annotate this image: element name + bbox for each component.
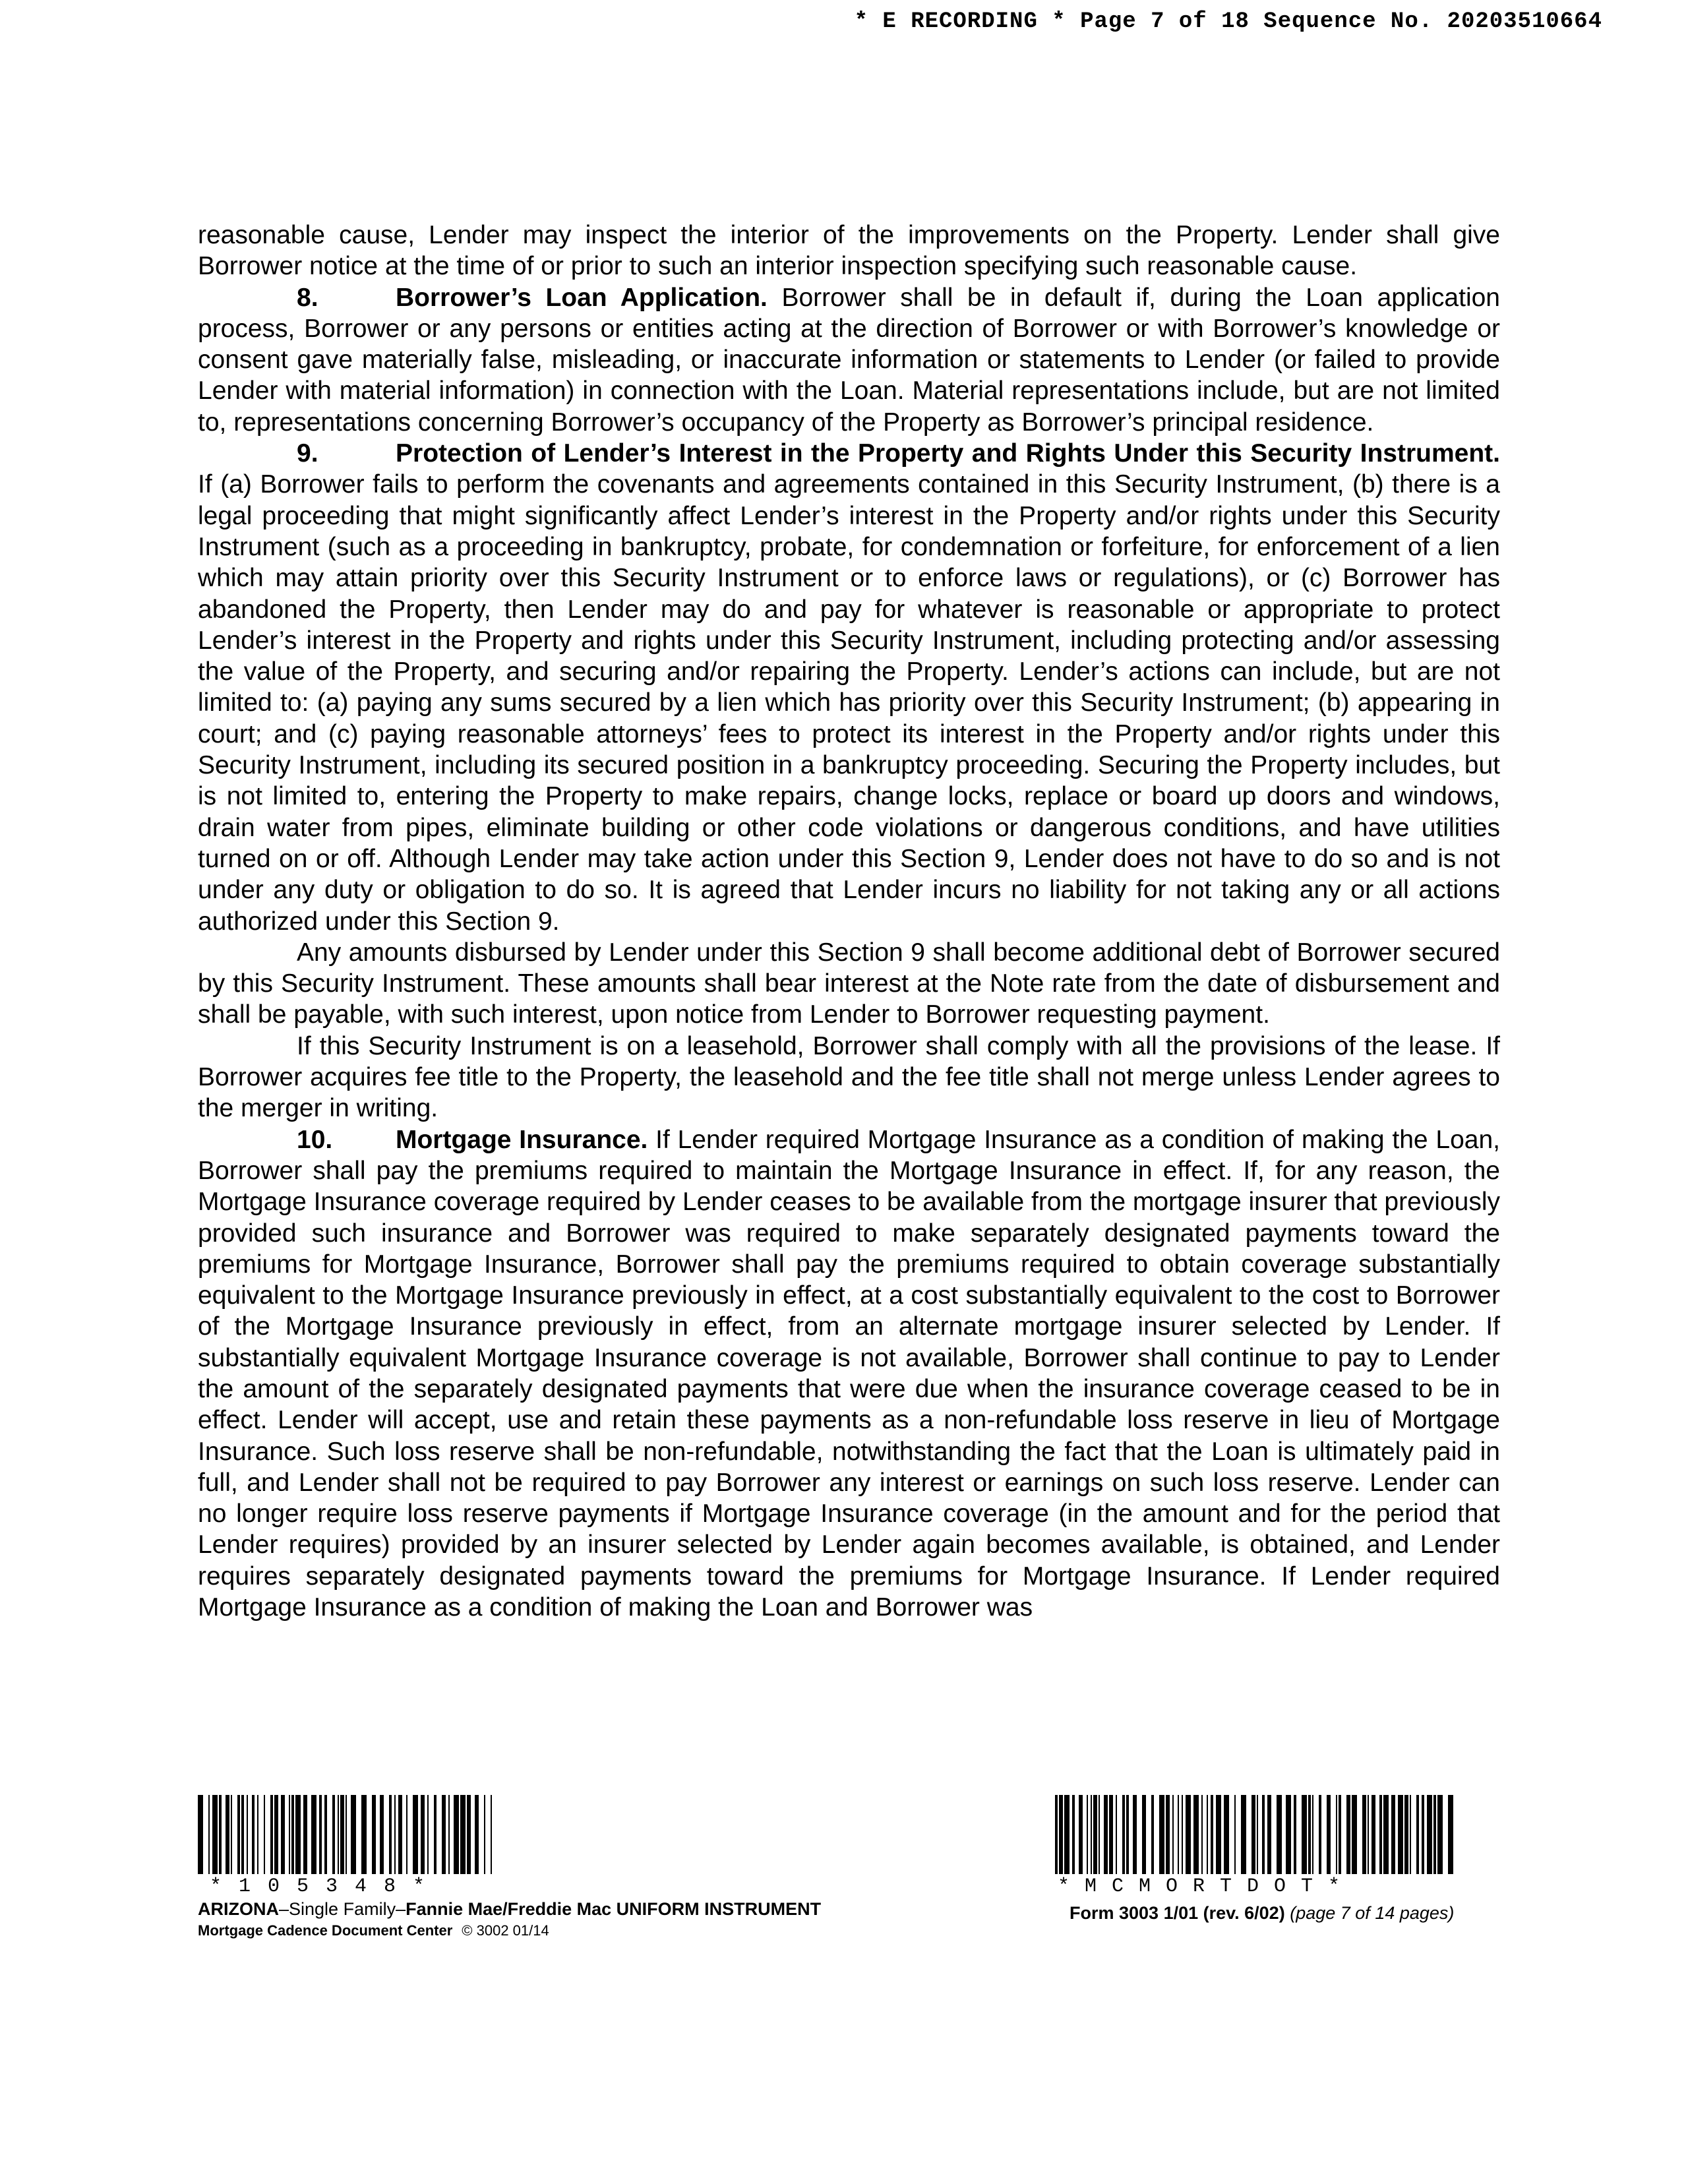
right-barcode (1055, 1795, 1457, 1874)
paragraph-text: If this Security Instrument is on a leasehold, Borrower shall comply with all the provisions of the lease. If Borrower acquires fee title to the Property, the leasehold and the fee title shall not merge unless Lender agrees to the merger in writing. (198, 1031, 1500, 1123)
form-number-line (1055, 1903, 1517, 1924)
left-barcode-text: *105348* (210, 1875, 442, 1898)
section-title: Borrower’s Loan Application. (396, 283, 768, 312)
copyright-code: © 3002 01/14 (462, 1922, 549, 1939)
recording-header: * E RECORDING * Page 7 of 18 Sequence No. 20203510664 (854, 9, 1602, 34)
paragraph-text: Any amounts disbursed by Lender under this Section 9 shall become additional debt of Borrower secured by this Security Instrument. These amounts shall bear interest at the Note rate from the date of disbursement and shall be payable, with such interest, upon notice from Lender to Borrower requesting payment. (198, 938, 1500, 1029)
section-9-paragraph (198, 438, 1500, 937)
section-number: 8. (297, 283, 318, 312)
page-count: (page 7 of 14 pages) (1290, 1903, 1455, 1923)
footer-right (1055, 1795, 1517, 1924)
instrument-label: Fannie Mae/Freddie Mac UNIFORM INSTRUMENT (406, 1899, 822, 1919)
section-10-paragraph (198, 1124, 1500, 1623)
paragraph-text: If (a) Borrower fails to perform the covenants and agreements contained in this Security Instrument, (b) there is a legal proceeding that might significantly affect Lender’s interest in the Property and/or rights under this Security Instrument (such as a proceeding in bankruptcy, probate, for condemnation or forfeiture, for enforcement of a lien which may attain priority over this Security Instrument or to enforce laws or regulations), or (c) Borrower has abandoned the Property, then Lender may do and pay for whatever is reasonable or appropriate to protect Lender’s interest in the Property and rights under this Security Instrument, including protecting and/or assessing the value of the Property, and securing and/or repairing the Property. Lender’s actions can include, but are not limited to: (a) paying any sums secured by a lien which has priority over this Security Instrument; (b) appearing in court; and (c) paying reasonable attorneys’ fees to protect its interest in the Property and/or rights under this Security Instrument, including its secured position in a bankruptcy proceeding. Securing the Property includes, but is not limited to, entering the Property to make repairs, change locks, replace or board up doors and windows, drain water from pipes, eliminate building or other code violations or dangerous conditions, and have utilities turned on or off. Although Lender may take action under this Section 9, Lender does not have to do so and is not under any duty or obligation to do so. It is agreed that Lender incurs no liability for not taking any or all actions authorized under this Section 9. (198, 470, 1500, 936)
right-barcode-text: *MCMORTDOT* (1058, 1875, 1356, 1898)
state-label: ARIZONA (198, 1899, 279, 1919)
leasehold-paragraph (198, 1031, 1500, 1124)
form-number: Form 3003 1/01 (rev. 6/02) (1070, 1903, 1285, 1923)
paragraph-continuation (198, 220, 1500, 282)
footer-left (198, 1795, 923, 1939)
section-8-paragraph (198, 282, 1500, 438)
paragraph-text: reasonable cause, Lender may inspect the interior of the improvements on the Property. Lender shall give Borrower notice at the time of or prior to such an interior inspection specifying such reasonable cause. (198, 221, 1500, 281)
section-title: Mortgage Insurance. (396, 1125, 648, 1154)
left-barcode (198, 1795, 498, 1874)
document-center-line (198, 1922, 923, 1939)
section-title: Protection of Lender’s Interest in the Property and Rights Under this Security Instrument. (396, 439, 1500, 468)
paragraph-text: Borrower shall be in default if, during the Loan application process, Borrower or any persons or entities acting at the direction of Borrower or with Borrower’s knowledge or consent gave materially false, misleading, or inaccurate information or statements to Lender (or failed to provide Lender with material information) in connection with the Loan. Material representations include, but are not limited to, representations concerning Borrower’s occupancy of the Property as Borrower’s principal residence. (198, 283, 1500, 437)
paragraph-text: If Lender required Mortgage Insurance as a condition of making the Loan, Borrower shall pay the premiums required to maintain the Mortgage Insurance in effect. If, for any reason, the Mortgage Insurance coverage required by Lender ceases to be available from the mortgage insurer that previously provided such insurance and Borrower was required to make separately designated payments toward the premiums for Mortgage Insurance, Borrower shall pay the premiums required to obtain coverage substantially equivalent to the Mortgage Insurance previously in effect, at a cost substantially equivalent to the cost to Borrower of the Mortgage Insurance previously in effect, from an alternate mortgage insurer selected by Lender. If substantially equivalent Mortgage Insurance coverage is not available, Borrower shall continue to pay to Lender the amount of the separately designated payments that were due when the insurance coverage ceased to be in effect. Lender will accept, use and retain these payments as a non-refundable loss reserve in lieu of Mortgage Insurance. Such loss reserve shall be non-refundable, notwithstanding the fact that the Loan is ultimately paid in full, and Lender shall not be required to pay Borrower any interest or earnings on such loss reserve. Lender can no longer require loss reserve payments if Mortgage Insurance coverage (in the amount and for the period that Lender requires) provided by an insurer selected by Lender again becomes available, is obtained, and Lender requires separately designated payments toward the premiums for Mortgage Insurance. If Lender required Mortgage Insurance as a condition of making the Loan and Borrower was (198, 1125, 1500, 1622)
section-number: 9. (297, 439, 318, 468)
section-number: 10. (297, 1125, 333, 1154)
family-type: –Single Family– (279, 1899, 406, 1919)
disbursement-paragraph (198, 937, 1500, 1031)
document-center-label: Mortgage Cadence Document Center (198, 1922, 453, 1939)
document-body (198, 220, 1500, 1623)
form-title-line (198, 1899, 923, 1920)
